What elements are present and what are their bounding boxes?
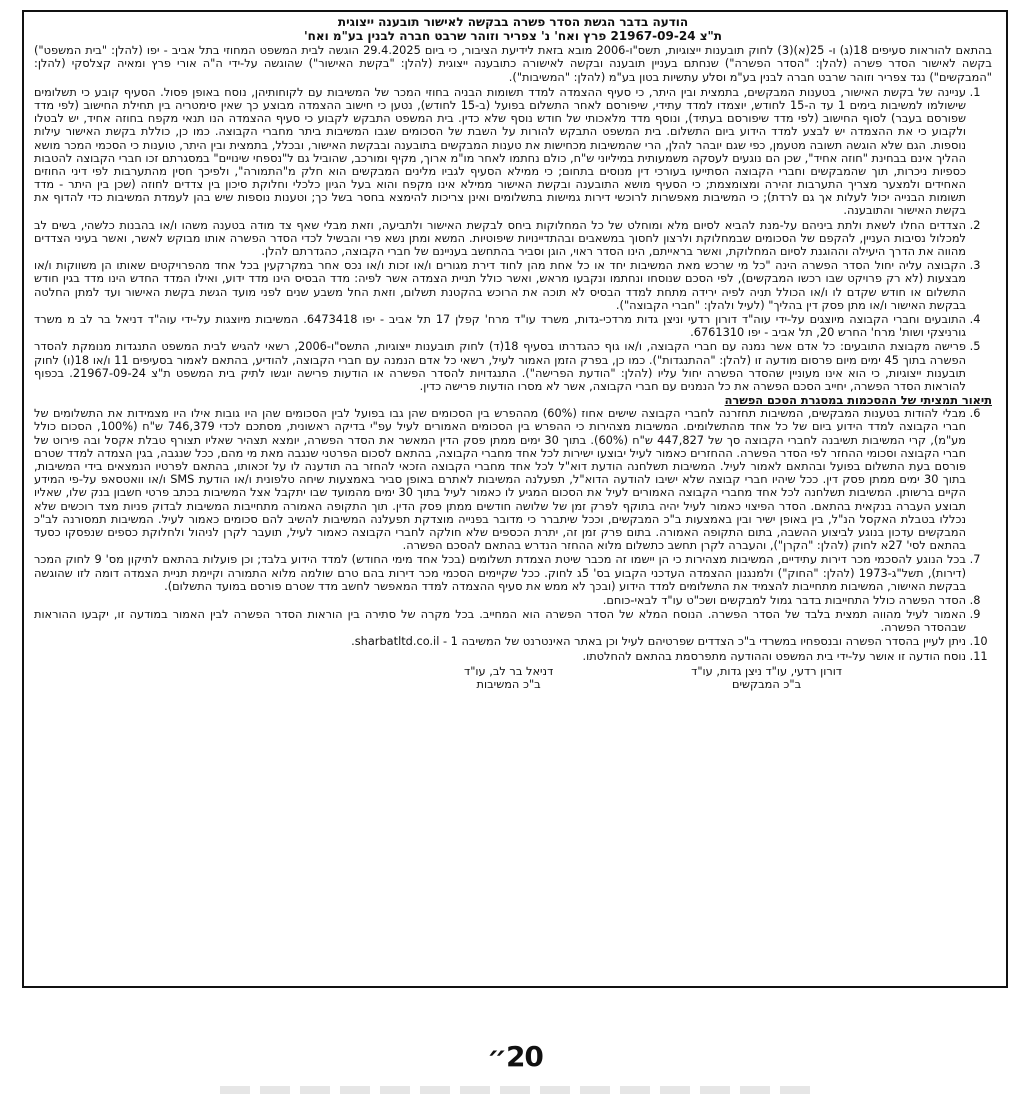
paragraph-10: 10. ניתן לעיין בהסדר הפשרה ובנספחיו במשרדי ב"כ הצדדים שפרטיהם לעיל וכן באתר האינטרנט של המשיבה 1 - sharbatltd.co.il. (34, 635, 966, 648)
notice-intro: בהתאם להוראות סעיפים 18(ג) ו- 25(א)(3) לחוק תובענות ייצוגיות, תשס"ו-2006 מובא בזאת לידיעת הציבור, כי ביום 29.4.2025 הוגשה לבית המשפט המחוזי בתל אביב - יפו (להלן: "בית המשפט") בקשה לאישור הסדר פשרה (להלן: "הסדר הפשרה") שנחתם בעניין תובענה ובקשה לאישורה כתובענה ייצוגית (להלן: "בקשת האישור") שהוגשה על-ידי ה"ה אורי פרץ ומאיה קצלסקי (להלן: "המבקשים") נגד צפריר וזוהר שרבט חברה לבנין בע"מ וסלע עתשיות בטון בע"מ (להלן: "המשיבות"). (34, 43, 993, 84)
signature-name: דורון רדעי, עו"ד ניצן גדות, עו"ד (691, 663, 842, 678)
signature-role: ב"כ המשיבות (476, 676, 541, 691)
paragraph-4: 4. התובעים וחברי הקבוצה מיוצגים על-ידי עוה"ד דורון רדעי וניצן גדות מרדכי-גדות, משרד עו"ד מרח' קפלן 17 תל אביב - יפו 6473418. המשיבות מיוצגות על-ידי עוה"ד דניאל בר לב מ משרד גורניצקי ושות' מרח' החרש 20, תל אביב - יפו 6761310. (34, 313, 966, 339)
paragraph-9: 9. האמור לעיל מהווה תמצית בלבד של הסדר הפשרה. הנוסח המלא של הסדר הפשרה הוא המחייב. בכל מקרה של סתירה בין הוראות הסדר הפשרה לבין האמור במודעה זו, יקבעו ההוראות שבהסדר הפשרה. (34, 608, 966, 634)
paragraph-7: 7. בכל הנוגע להסכמי מכר דירות עתידיים, המשיבות מצהירות כי הן יישמו זה מכבר שיטת הצמדת תשלומים (בכל אחד מימי החודש) למדד הידוע בלבד; וכן פועלות בהתאם לתיקון מס' 9 לחוק המכר (דירות), תשל"ג-1973 (להלן: "החוק") ולמנגנון ההצמדה העדכני הקבוע בס' 5ג לחוק. ככל שקיימים הסכמי מכר דירות בהם טרם שולמה מלוא התמורה וקיימת תניית הצמדה דומה לזו שהוגשה בבקשת האישור, המשיבות מתחייבות להצמיד את התשלומים למדד הידוע (ובכך לא ממש את סעיף ההצמדה למדד המאפשר לחשב מדד שטרם פורסם במועד התשלום). (34, 553, 966, 593)
bottom-strip (220, 1086, 820, 1094)
paragraph-5: 5. פרישה מקבוצת התובעים: כל אדם אשר נמנה עם חברי הקבוצה, ו/או גוף כהגדרתו בסעיף 18(ד) לחוק תובענות ייצוגיות, התשס"ו-2006, רשאי להגיש לבית המשפט התנגדות מנומקת להסדר הפשרה בתוך 45 ימים מיום פרסום מודעה זו (להלן: "ההתנגדות"). כמו כן, בפרק הזמן האמור לעיל, רשאי כל אדם הנמנה עם חברי הקבוצה, להודיע, בהתאם לאמור בסעיפים 11 ו/או 18(ו) לחוק תובענות ייצוגיות, כי הוא אינו מעוניין שהסדר הפשרה יחול עליו (להלן: "הודעת הפרישה"). התנגדויות להסדר הפשרה או הודעות פרישה יוגשו לתיק בית המשפט ת"צ 21967-09-24. בכפוף להוראות הסדר הפשרה, יחייב הסכם הפשרה את כל הנמנים עם חברי הקבוצה, אשר לא מסרו הודעות פרישה כדין. (34, 340, 966, 393)
signatures (34, 665, 992, 691)
section-heading: תיאור תמציתי של ההסכמות במסגרת הסכם הפשרה (724, 393, 992, 408)
case-number-line: ת"צ 21967-09-24 פרץ ואח' נ' צפריר וזוהר שרבט חברה לבנין בע"מ ואח' (303, 28, 723, 43)
paragraph-8: 8. הסדר הפשרה כולל התחייבות בדבר גמול למבקשים ושכ"ט עו"ד לבאי-כוחם. (34, 594, 966, 607)
paragraph-1: 1. עניינה של בקשת האישור, בטענות המבקשים, בתמצית ובין היתר, כי סעיף ההצמדה למדד תשומות הבניה בחוזי המכר של המשיבות עם לקוחותיהן, נוסח באופן פסול. הסעיף קובע כי תשלומים שישולמו למשיבות בימים 1 עד ה-15 לחודש, יוצמדו למדד עתידי, שיפורסם לאחר התשלום בפועל (ב-15 לחודש), נטען כי חישוב ההצמדה מבוצע כך שאין סימטריה בין תחילת החישוב (לפי מדד שפורסם בעבר) לסוף החישוב (לפי מדד שיפורסם בעתיד), ונוסף מדד מלאכותי של חודש נוסף שלא כדין. בית המשפט התבקש לקבוע כי סעיף ההצמדה הנו תנאי מקפח בחוזה אחיד, יש לבטלו ולקבוע כי את ההצמדה יש לבצע למדד הידוע ביום התשלום. בית המשפט התבקש להורות על השבת של הסכומים שגבו המשיבות ביתר מחברי הקבוצה. כמו כן, כוללת בקשת האישור עילות נוספות. הגם שלא הוגשה תשובה מטעמן, כפי שגם יובהר להלן, הרי שהמשיבות מכחישות את טענות המבקשים בתובענה ובבקשת האישור, ובכלל, בתמצית ובין היתר, טוענות כי הסכמי המכר מושא ההליך אינם בבחינת "חוזה אחיד", שכן הם נוגעים לעסקה משמעותית במיליוני ש"ח, כולם נחתמו לאחר מו"מ ארוך, מקיף ומורכב, שהוביל גם ל"נספחי שינויים" במסגרתם זכו חברי הקבוצה להטבות כספיות ניכרות, תוך שהמבקשים וחברי הקבוצה הסתייעו בעורכי דין מנוסים בתחום; כי ממילא הסעיף לגביו מלינים המבקשים הוא חלק מ"התמורה", ולפיכך חסין מהתערבות לפי דיני החוזים האחידים ולמצער מצריך התערבות זהירה ומצומצמת; כי הסעיף מושא התובענה ובקשת האישור ממילא אינו מקפח והוא בעל הגיון כלכלי וחלוקת סיכון בין צדדים לחוזה (שכן בין היתר - מדד תשומות הבנייה יכול לעלות אך גם לרדת); כי המשיבות מאפשרות לרוכשי דירות גמישות בתשלומים ואינן צריכות להימצא בחסר בשל כך; וטענות נוספות שיש בהן לעמדת המשיבות כדי להדוף את בקשת האישור והתובענה. (34, 86, 966, 218)
paragraph-6: 6. מבלי להודות בטענות המבקשים, המשיבות תחזרנה לחברי הקבוצה שישים אחוז (60%) מההפרש בין הסכומים שהן גבו בפועל לבין הסכומים שהן היו גובות אילו היו מצמידות את התשלומים של חברי הקבוצה למדד הידוע ביום של כל אחד מהתשלומים. המשיבות מצהירות כי ההפרש בין הסכומים האמורים לעיל עפ"י בדיקה ראשונית, מסתכם לכדי 746,379 ש"ח (100%, הסכום כולל מע"מ), קרי המשיבות תשיבנה לחברי הקבוצה סך של 447,827 ש"ח (60%). בתוך 30 ימים ממתן פסק הדין המאשר את הסדר הפשרה, יומצא תצהיר שאליו תצורף טבלת אקסל ובה פירוט של חברי הקבוצה וסכומי ההחזר לפי הסדר הפשרה. ההחזרים כאמור לעיל יבוצעו ישירות לכל אחד מחברי הקבוצה, בהתאם לסכום הפרטני שנגבה מאת מי מהם, ככל שנגבה, בגין הצמדה למדד שטרם פורסם בעת התשלום בפועל ובהתאם לאמור לעיל. המשיבות תשלחנה הודעת דוא"ל לכל אחד מחברי הקבוצה הזכאי להחזר בה תודענה לו על זכאותו, בהתאם לפרטיו הנמצאים בידי המשיבות, בתוך 30 ימים ממתן פסק דין. ככל שיהיו חברי קבוצה שלא ישיבו להודעה הדוא"ל, תפעלנה המשיבות לאתרם באופן סביר באמצעות שיחה טלפונית ו/או הודעת SMS ו/או וואטסאפ על-פי המידע הקיים ברשותן. המשיבות תשלחנה לכל אחד מחברי הקבוצה האמורים לעיל את הסכום המגיע לו כאמור לעיל בתוך 30 ימים מהמועד שבו יתקבל אצל המשיבות בכתב פרטי חשבון בנק שלו, שאליו תבוצע העברה בנקאית בהתאם. הסדר הפיצוי כאמור לעיל יהיה בתוקף לפרק זמן של שלושה חודשים ממתן פסק הדין. תוך התקופה האמורה מתחייבות המשיבות לבדוק פניות מצד רוכשים שלא נכללו בטבלת האקסל הנ"ל, בין באופן ישיר ובין באמצעות ב"כ המבקשים, וככל שיתברר כי מדובר בפנייה מוצדקת תפעלנה המשיבות להשיב להם סכומים כאמור לעיל. המשיבות תמסורנה לב"כ המבקשים עדכון בנוגע לביצוע ההשבה, בתום התקופה האמורה. בתום פרק זמן זה, יתרת הכספים שלא חולקה לחברי הקבוצה כאמור לעיל, תועבר לקרן לניהול ולחלוקת כספים שנפסקו כסעד בהתאם לסי' 27א לחוק (להלן: "הקרן"), והעברה לקרן תחשב כתשלום מלוא ההחזר הנדרש בהתאם להסכם הפשרה. (34, 407, 966, 552)
notice-title: הודעה בדבר הגשת הסדר פשרה בבקשה לאישור תובענה ייצוגית (337, 15, 689, 29)
legal-notice (22, 10, 1008, 988)
paragraph-2: 2. הצדדים החלו לשאת ולתת ביניהם על-מנת להביא לסיום מלא ומוחלט של כל המחלוקות ביחס לבקשת האישור ולתביעה, וזאת מבלי שאף צד מודה בטענה משהו ו/או בהבנות כלשהי, בשים לב למכלול נסיבות העניין, להקפם של הסכומים שבמחלוקת ולרצון לחסוך במשאבים ובהתדיינויות שיפוטיות. המשא ומתן נשא פרי והבשיל לכדי הסדר הפשרה אותו מבוקש לאשר, ואשר בעיני הצדדים מהווה את הדרך היעילה וההוגנת לסיום המחלוקת, ואשר בראייתם, הינו הסדר ראוי, הוגן וסביר בהתחשב בעניינם של חברי הקבוצה, כהגדרתם להלן. (34, 219, 966, 259)
numbered-paragraphs (34, 86, 992, 393)
signature-role: ב"כ המבקשים (731, 676, 802, 691)
page-number: 20״ (487, 1040, 543, 1073)
paragraph-11: 11. נוסח הודעה זו אושר על-ידי בית המשפט וההודעה מתפרסמת בהתאם להחלטתו. (34, 650, 966, 663)
signature-name: דניאל בר לב, עו"ד (464, 663, 554, 678)
signature-applicants (691, 665, 842, 691)
paragraph-3: 3. הקבוצה עליה יחול הסדר הפשרה הינה "כל מי שרכש מאת המשיבות יחד או כל אחת מהן לחוד דירת מגורים ו/או זכות ו/או נכס אחר במקרקעין בכל אחד מהפרויקטים שאותו הן משווקות ו/או מבצעות (לא רק פרויקט שבו רכשו המבקשים), לפי הסכם שנוסחו ונחתמו ונקבעו מראש, ואשר כולל תניית הצמדה אשר לפיה: מדד הבסיס הינו מדד ידוע, ואילו המדד החדש הינו מדד בגין חודש התשלום או חודש שקדם לו ו/או הכולל תניה לפיה ירידה מתחת למדד הבסיס לא תוכה את הרוכש בהקטנת תשלום, וזאת החל משבע שנים לפני מועד הגשת בקשת האישור ועד למתן החלטה בבקשת האישור ו/או מתן פסק דין בהליך" (לעיל ולהלן: "חברי הקבוצה"). (34, 259, 966, 312)
numbered-paragraphs-continued (34, 407, 992, 663)
signature-respondents (464, 665, 553, 691)
